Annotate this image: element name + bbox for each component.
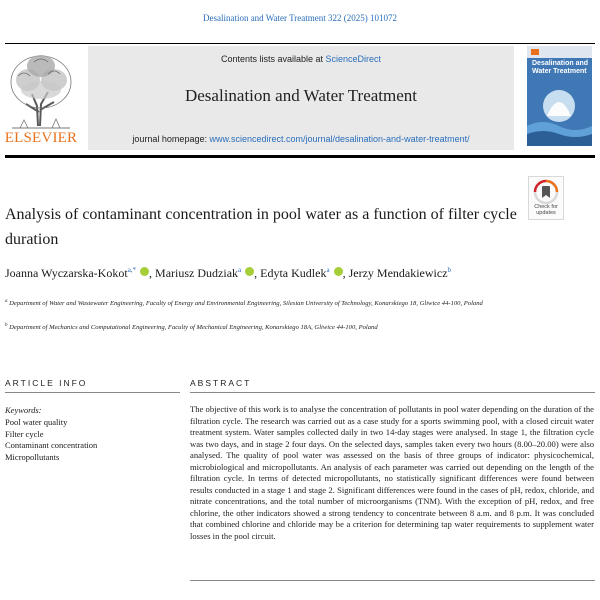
affiliation-mark: a (5, 299, 8, 304)
author-affiliation-mark[interactable]: a,* (127, 266, 137, 274)
orcid-icon[interactable] (245, 267, 254, 276)
journal-homepage-line (88, 134, 514, 144)
check-label-line1: Check for (534, 204, 558, 210)
header-top-rule (5, 43, 595, 44)
author-list: Joanna Wyczarska-Kokot$^{a,*}$ , Mariusz Dudziak$^a$ , Edyta Kudlek$^a$ , Jerzy Mendakiewicz$^b$ (5, 266, 452, 280)
author-affiliation-mark[interactable]: b (447, 266, 452, 274)
article-info-heading: ARTICLE INFO (5, 378, 88, 388)
homepage-link[interactable]: www.sciencedirect.com/journal/desalination-and-water-treatment/ (209, 134, 470, 144)
check-label-line2: updates (536, 210, 556, 216)
author-affiliation-mark[interactable]: a (326, 266, 330, 274)
header-bottom-rule (5, 155, 595, 158)
check-for-updates-badge[interactable] (528, 176, 564, 220)
affiliation-text: Department of Water and Wastewater Engineering, Faculty of Energy and Environmental Engineering, Silesian University of Technology, Konarskiego 18, Gliwice 44-100, Poland (9, 300, 483, 308)
keyword-item: Contaminant concentration (5, 440, 98, 450)
keyword-item: Filter cycle (5, 428, 44, 439)
journal-cover[interactable] (527, 46, 592, 146)
cover-title: Desalination and Water Treatment (532, 60, 589, 75)
author-name[interactable]: Joanna Wyczarska-Kokot (5, 266, 128, 280)
check-for-updates-label (529, 204, 563, 216)
article-info-rule (5, 392, 180, 393)
abstract-rule (190, 392, 595, 393)
journal-citation[interactable]: Desalination and Water Treatment 322 (2025) 101072 (202, 13, 398, 23)
affiliation-text: Department of Mechanics and Computational Engineering, Faculty of Mechanical Engineering, Konarskiego 18A, Gliwice 44-100, Poland (9, 324, 378, 332)
author-name[interactable]: Edyta Kudlek (260, 266, 327, 280)
abstract-text: The objective of this work is to analyse the concentration of pollutants in pool water depending on the duration of the filtration cycle. The research was carried out as a case study for a sports swimming pool, with a closed circuit water treatment system. Water samples collected daily in two 14-day stages were analysed. In stage 1, the filtration cycle was two days, and in stage 2 four days. On the selected days, samples taken every two hours (8.00–20.00) were also analysed. The quality of pool water was assessed on the basis of three groups of indicator: physicochemical, microbiological and micropollutants. An analysis of each parameter was carried out depending on the length of the filtration cycle. In terms of detected micropollutants, no statistically significant differences were found between results conducted in a stage 1 and stage 2. Significant differences were found in the cases of pH, redox, chloride, and nitrate concentrations, and the total number of microorganisms (TNM). With the exception of pH, redox, and free chlorine, the other indicators showed a strong tendency to concentrate between 8 a.m. and 8 p.m. It was concluded that combined chlorine and chloride may be a criterion for determining tap water requirements to supplement water losses in the pool circuit. (190, 404, 594, 542)
author-name[interactable]: Jerzy Mendakiewicz (348, 266, 448, 280)
keyword-item: Micropollutants (5, 451, 60, 462)
affiliation-a (5, 296, 525, 309)
check-for-updates-icon (529, 179, 563, 207)
keyword-list (5, 417, 180, 463)
abstract-end-rule (190, 580, 595, 581)
keywords-label: Keywords: (5, 405, 42, 415)
keyword-item: Pool water quality (5, 417, 68, 427)
author-affiliation-mark[interactable]: a (238, 266, 242, 274)
elsevier-wordmark[interactable]: ELSEVIER (4, 130, 78, 146)
abstract-heading: ABSTRACT (190, 378, 252, 388)
homepage-prefix: journal homepage: (132, 134, 210, 144)
orcid-icon[interactable] (334, 267, 343, 276)
contents-prefix: Contents lists available at (220, 54, 326, 64)
affiliation-b (5, 320, 525, 333)
sciencedirect-link[interactable]: ScienceDirect (325, 54, 382, 64)
article-title: Analysis of contaminant concentration in pool water as a function of filter cycle duration (5, 206, 517, 248)
contents-available-line (88, 54, 514, 64)
orcid-icon[interactable] (140, 267, 149, 276)
affiliation-mark: b (5, 323, 8, 328)
author-name[interactable]: Mariusz Dudziak (155, 266, 239, 280)
journal-title: Desalination and Water Treatment (184, 86, 417, 105)
